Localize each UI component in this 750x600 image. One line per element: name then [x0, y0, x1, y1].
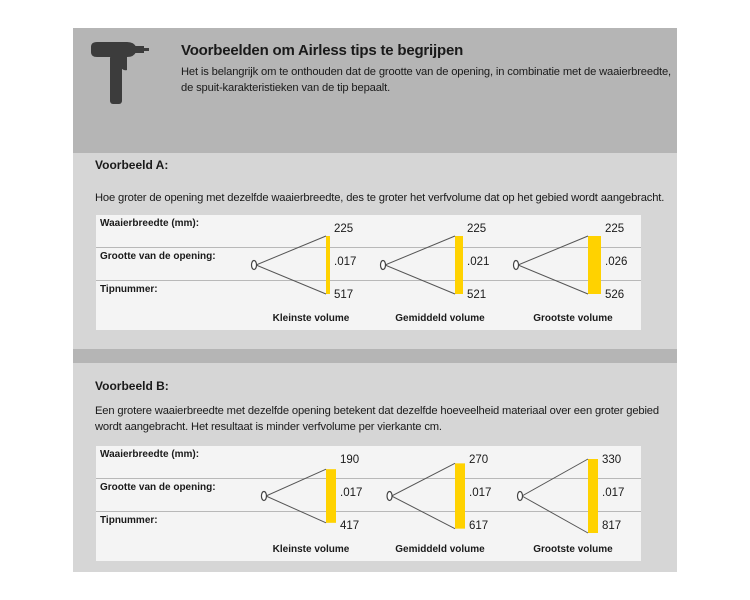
example-a-description: Hoe groter de opening met dezelfde waaierbreedte, des te groter het verfvolume dat op het gebied wordt aangebracht.: [95, 192, 665, 204]
example-a-heading: Voorbeeld A:: [95, 158, 169, 172]
val-opening: .017: [334, 256, 357, 268]
fan-diagram: [381, 236, 464, 294]
volume-bar: [588, 236, 601, 294]
nozzle-icon: [381, 261, 386, 270]
val-width: 270: [469, 454, 489, 466]
row-label-width: Waaierbreedte (mm):: [100, 218, 200, 229]
volume-caption: Grootste volume: [533, 544, 613, 555]
volume-bar: [588, 459, 598, 533]
val-opening: .017: [340, 487, 363, 499]
val-opening: .026: [605, 256, 628, 268]
volume-bar: [455, 236, 463, 294]
val-width: 225: [605, 223, 625, 235]
volume-bar: [326, 469, 336, 523]
fan-diagram: [252, 236, 331, 294]
fan-diagram: [261, 469, 336, 523]
nozzle-icon: [252, 261, 257, 270]
volume-bar: [455, 463, 465, 528]
fan-diagram: [518, 459, 599, 533]
val-width: 225: [467, 223, 487, 235]
volume-caption: Gemiddeld volume: [395, 544, 485, 555]
fan-diagram: [387, 463, 465, 528]
nozzle-icon: [261, 492, 266, 501]
example-b-description: Een grotere waaierbreedte met dezelfde opening betekent dat dezelfde hoeveelheid materiaal over een groter gebied wordt aangebracht. Het resultaat is minder verfvolume per vierkante cm.: [95, 405, 659, 433]
page-title: Voorbeelden om Airless tips te begrijpen: [181, 42, 464, 59]
nozzle-icon: [514, 261, 519, 270]
example-b-panel: [96, 446, 641, 561]
val-width: 190: [340, 454, 360, 466]
val-opening: .021: [467, 256, 490, 268]
spray-fan-outline: [522, 459, 588, 533]
val-tip: 521: [467, 289, 487, 301]
volume-caption: Kleinste volume: [272, 544, 350, 555]
tips-card: [73, 28, 677, 572]
val-tip: 617: [469, 520, 489, 532]
row-label-tip: Tipnummer:: [100, 284, 158, 295]
fan-diagram: [514, 236, 602, 294]
val-tip: 417: [340, 520, 360, 532]
volume-caption: Grootste volume: [533, 313, 613, 324]
val-opening: .017: [469, 487, 492, 499]
volume-caption: Gemiddeld volume: [395, 313, 485, 324]
intro-text: Het is belangrijk om te onthouden dat de grootte van de opening, in combinatie met de waaierbreedte, de spuit-karakteristieken van de tip bepaalt.: [181, 66, 672, 94]
header-band: [73, 28, 677, 153]
row-label-tip: Tipnummer:: [100, 515, 158, 526]
spray-fan-outline: [266, 469, 326, 523]
example-a-panel: [96, 215, 641, 330]
section-separator: [73, 349, 677, 363]
val-tip: 526: [605, 289, 625, 301]
row-label-opening: Grootte van de opening:: [100, 482, 216, 493]
nozzle-icon: [387, 492, 392, 501]
spray-fan-outline: [392, 463, 455, 528]
val-tip: 817: [602, 520, 622, 532]
val-width: 330: [602, 454, 622, 466]
spray-fan-outline: [385, 236, 455, 294]
val-width: 225: [334, 223, 354, 235]
volume-bar: [326, 236, 330, 294]
spray-fan-outline: [518, 236, 588, 294]
nozzle-icon: [518, 492, 523, 501]
row-label-opening: Grootte van de opening:: [100, 251, 216, 262]
spray-gun-icon: [87, 40, 151, 106]
example-b-heading: Voorbeeld B:: [95, 379, 169, 393]
val-opening: .017: [602, 487, 625, 499]
row-label-width: Waaierbreedte (mm):: [100, 449, 200, 460]
spray-fan-outline: [256, 236, 326, 294]
val-tip: 517: [334, 289, 354, 301]
volume-caption: Kleinste volume: [272, 313, 350, 324]
